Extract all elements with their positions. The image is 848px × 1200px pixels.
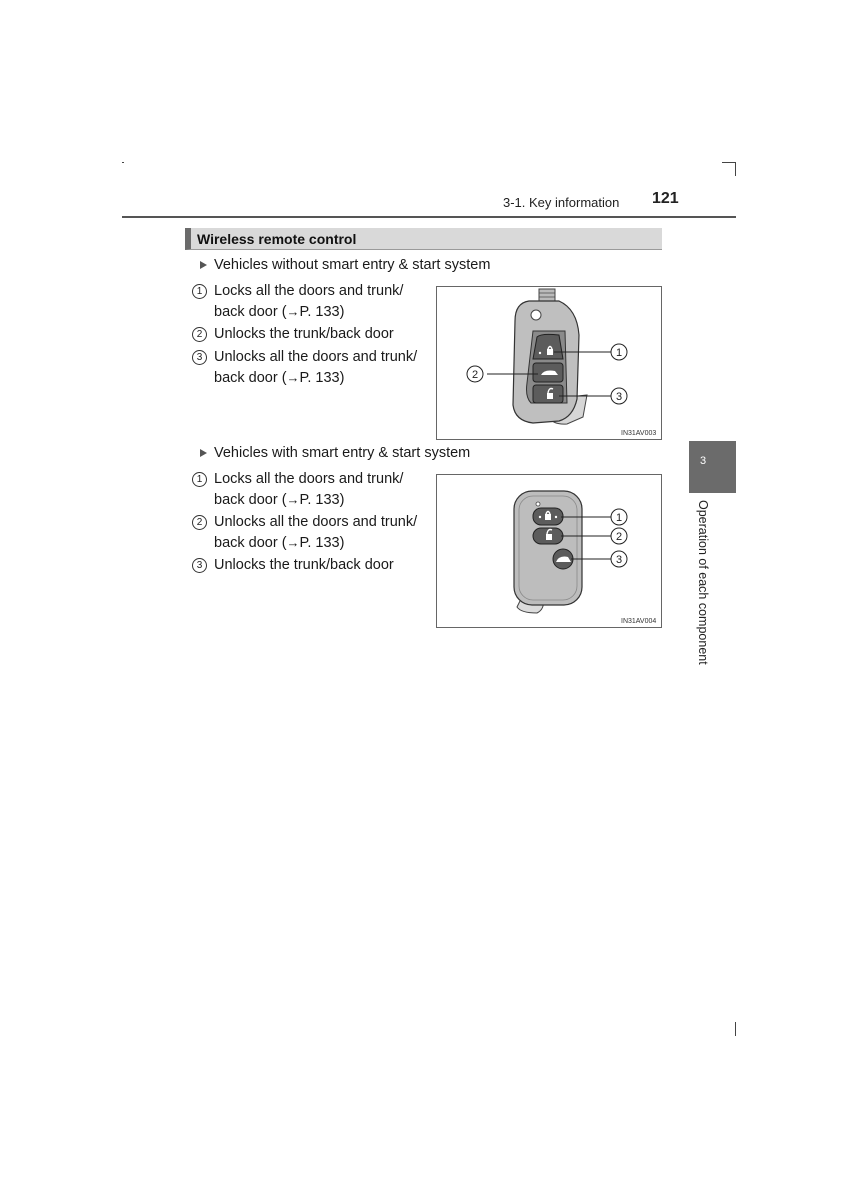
crop-mark-top-right	[722, 162, 736, 163]
item-line: Unlocks all the doors and trunk/	[214, 349, 418, 365]
page-ref: P. 133)	[299, 534, 345, 551]
chapter-label: Operation of each component	[696, 500, 710, 665]
item-number: 3	[192, 558, 207, 573]
item-number: 2	[192, 515, 207, 530]
item-line: Locks all the doors and trunk/	[214, 471, 404, 487]
crop-mark-top-left	[122, 162, 124, 163]
crop-mark-bottom-right	[735, 1022, 736, 1036]
bullet-triangle-icon	[200, 261, 207, 269]
section-title: Wireless remote control	[197, 231, 357, 247]
figure-flip-key	[436, 286, 662, 440]
figure-code: IN31AV004	[621, 618, 657, 625]
list-item	[214, 348, 424, 388]
arrow-icon: →	[286, 491, 300, 507]
page-ref: P. 133)	[299, 303, 345, 320]
item-line: Unlocks the trunk/back door	[214, 326, 394, 342]
page-number: 121	[652, 190, 679, 207]
flip-key-illustration	[437, 287, 661, 439]
crop-mark-top-right-v	[735, 162, 736, 176]
item-number: 1	[192, 284, 207, 299]
list-item	[214, 556, 424, 576]
list-item	[214, 325, 424, 345]
item-line: back door (	[214, 303, 287, 320]
figure-smart-key	[436, 474, 662, 628]
item-line: Locks all the doors and trunk/	[214, 283, 404, 299]
callout-number: 2	[615, 531, 623, 543]
header-rule	[122, 216, 736, 218]
arrow-icon: →	[286, 303, 300, 319]
list-item	[214, 513, 424, 553]
callout-number: 1	[615, 512, 623, 524]
item-line: Unlocks the trunk/back door	[214, 557, 394, 573]
list-item	[214, 282, 424, 322]
section-title-bar	[185, 228, 662, 250]
figure-code: IN31AV003	[621, 430, 657, 437]
group-heading: Vehicles without smart entry & start system	[214, 257, 491, 273]
callout-number: 3	[615, 391, 623, 403]
chapter-tab	[689, 441, 736, 493]
list-item	[214, 470, 424, 510]
chapter-number: 3	[700, 455, 707, 467]
item-line: back door (	[214, 369, 287, 386]
item-number: 3	[192, 350, 207, 365]
item-number: 2	[192, 327, 207, 342]
smart-key-illustration	[437, 475, 661, 627]
section-header: 3-1. Key information	[503, 195, 620, 210]
item-line: back door (	[214, 534, 287, 551]
page-ref: P. 133)	[299, 491, 345, 508]
callout-number: 2	[471, 369, 479, 381]
item-number: 1	[192, 472, 207, 487]
page-ref: P. 133)	[299, 369, 345, 386]
callout-number: 1	[615, 347, 623, 359]
group-heading: Vehicles with smart entry & start system	[214, 445, 471, 461]
item-line: back door (	[214, 491, 287, 508]
arrow-icon: →	[286, 534, 300, 550]
bullet-triangle-icon	[200, 449, 207, 457]
callout-number: 3	[615, 554, 623, 566]
item-line: Unlocks all the doors and trunk/	[214, 514, 418, 530]
arrow-icon: →	[286, 369, 300, 385]
